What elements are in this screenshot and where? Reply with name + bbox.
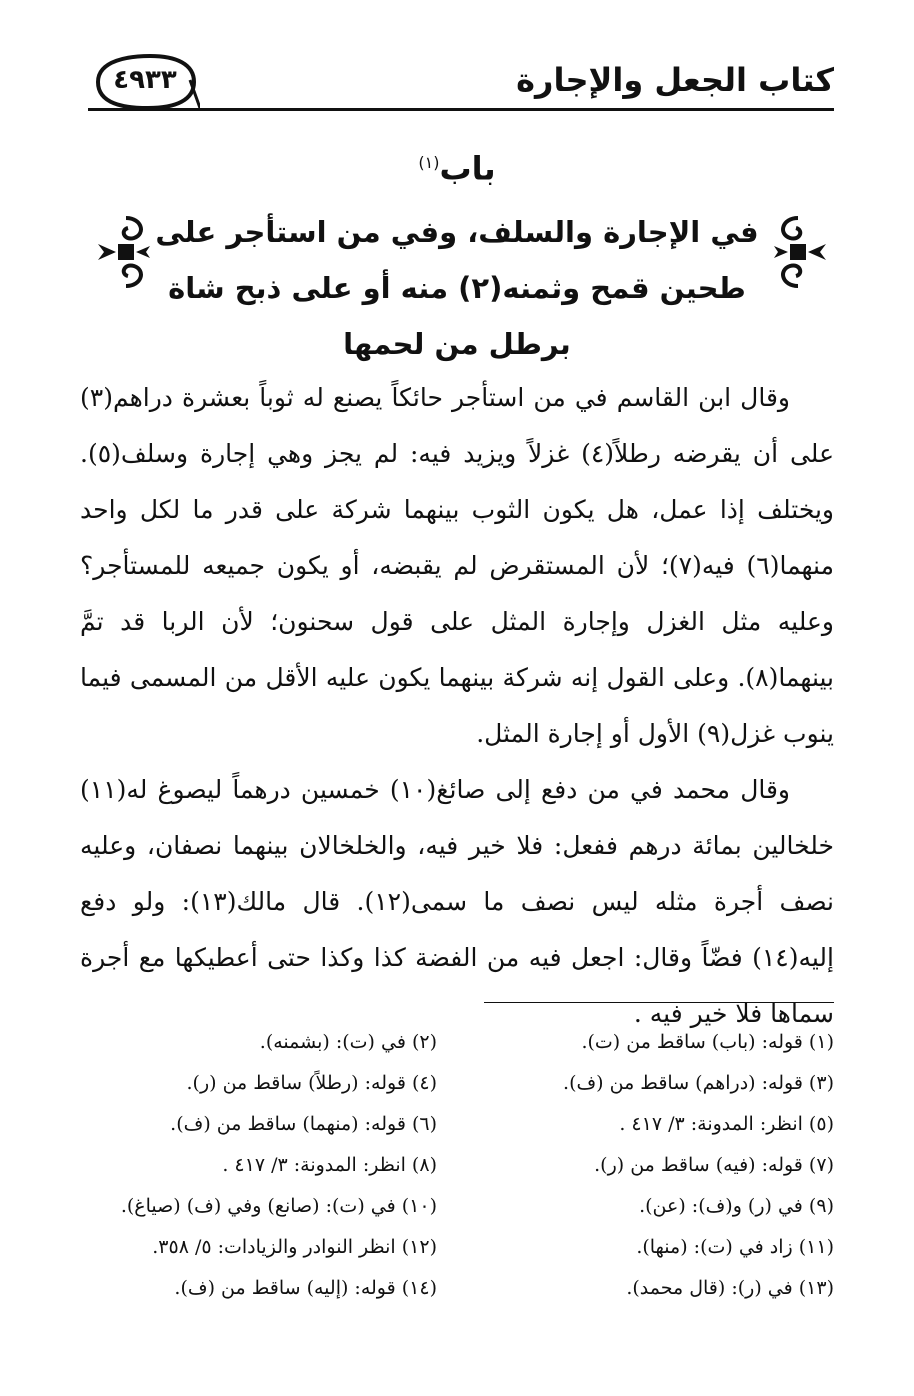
page-number-badge [90, 50, 200, 114]
footnote: (١٢) انظر النوادر والزيادات: ٥/ ٣٥٨. [152, 1236, 437, 1258]
chapter-title-line: برطل من لحمها [343, 327, 571, 361]
footnote: (١٤) قوله: (إليه) ساقط من (ف). [174, 1277, 437, 1299]
page-number: ٤٩٣٣ [113, 65, 177, 95]
footnote: (٧) قوله: (فيه) ساقط من (ر). [594, 1154, 834, 1176]
footnote: (٨) انظر: المدونة: ٣/ ٤١٧ . [222, 1154, 437, 1176]
body-paragraph: وقال محمد في من دفع إلى صائغ(١٠) خمسين درهماً ليصوغ له(١١) خلخالين بمائة درهم ففعل: فلا خير فيه، والخلخالان بينهما نصفان، وعليه نصف أجرة مثله ليس نصف ما سمى(١٢). قال مالك(١٣): ولو دفع إليه(١٤) فضّاً وقال: اجعل فيه من الفضة كذا وكذا حتى أعطيكها مع أجرة سماها فلا خير فيه . [80, 775, 834, 1028]
footnote: (١٠) في (ت): (صانع) وفي (ف) (صياغ). [120, 1195, 437, 1217]
chapter-footnote-mark: (١) [418, 153, 440, 172]
footnotes [80, 1022, 834, 1309]
footnote: (٥) انظر: المدونة: ٣/ ٤١٧ . [619, 1113, 834, 1135]
footnote: (١٣) في (ر): (قال محمد). [626, 1277, 834, 1299]
chapter-label-text: باب [439, 149, 496, 188]
body-text [80, 370, 834, 1042]
header-rule [88, 108, 834, 111]
footnote: (٤) قوله: (رطلاً) ساقط من (ر). [186, 1072, 437, 1094]
chapter-title-line: طحين قمح وثمنه(٢) منه أو على ذبح شاة [168, 271, 746, 305]
footnote: (٣) قوله: (دراهم) ساقط من (ف). [563, 1072, 834, 1094]
footnote: (٢) في (ت): (بشمنه). [259, 1031, 437, 1053]
chapter-label [0, 140, 914, 192]
footnote: (١١) زاد في (ت): (منها). [636, 1236, 834, 1258]
footnote-separator [484, 1002, 834, 1003]
book-title: كتاب الجعل والإجارة [516, 61, 834, 99]
footnote: (٦) قوله: (منهما) ساقط من (ف). [170, 1113, 437, 1135]
chapter-title-line: في الإجارة والسلف، وفي من استأجر على [155, 215, 759, 249]
footnote: (١) قوله: (باب) ساقط من (ت). [581, 1031, 834, 1053]
footnote: (٩) في (ر) و(ف): (عن). [639, 1195, 834, 1217]
body-paragraph: وقال ابن القاسم في من استأجر حائكاً يصنع له ثوباً بعشرة دراهم(٣) على أن يقرضه رطلاً(٤) غزلاً ويزيد فيه: لم يجز وهي إجارة وسلف(٥). ويختلف إذا عمل، هل يكون الثوب بينهما شركة على قدر ما لكل واحد منهما(٦) فيه(٧)؛ لأن المستقرض لم يقبضه، أو يكون جميعه للمستأجر؟ وعليه مثل الغزل وإجارة المثل على قول سحنون؛ لأن الربا قد تمَّ بينهما(٨). وعلى القول إنه شركة بينهما يكون عليه الأقل من المسمى فيما ينوب غزل(٩) الأول أو إجارة المثل. [80, 383, 834, 748]
chapter-title [0, 204, 914, 372]
